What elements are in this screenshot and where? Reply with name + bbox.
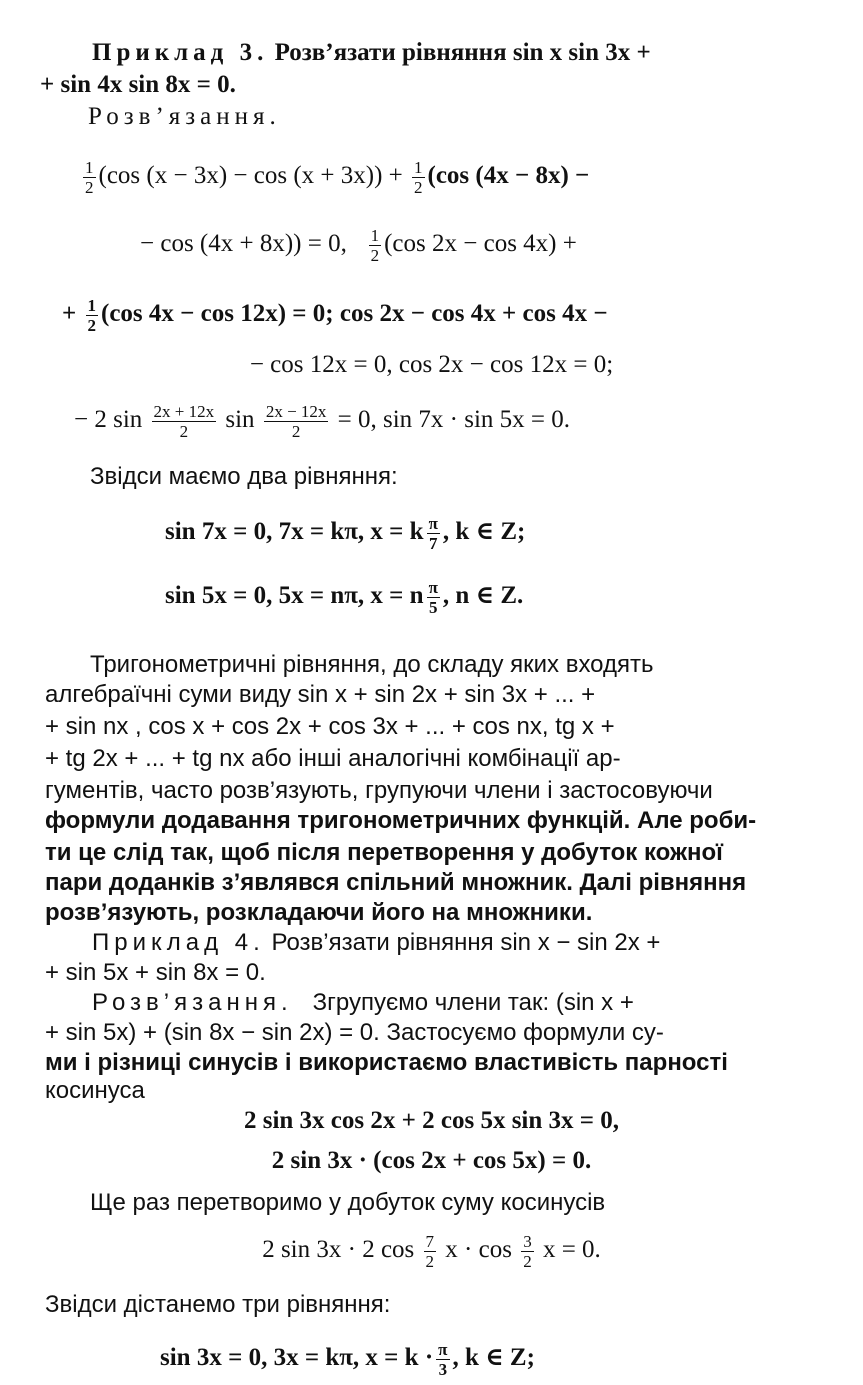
derivation-line-5: − 2 sin $\frac{2x + 12x}{2}$ sin $\frac{2x - 12x}{2}$ = 0, sin 7x · sin 5x = 0. xyxy=(74,402,571,441)
example4-solution-line1: Розв’язання. Згрупуємо члени так: (sin x + xyxy=(92,989,634,1016)
example4-equation-3: 2 sin 3x · 2 cos $\frac{7}{2}$ x · cos $\frac{3}{2}$ x = 0. xyxy=(262,1232,601,1271)
example4-solution-line4: косинуса xyxy=(45,1077,145,1104)
example4-label: Приклад 4. xyxy=(92,929,265,956)
example4-solution-label: Розв’язання. xyxy=(92,989,293,1016)
fraction-7-2: $\frac{7}{2}$ xyxy=(425,1232,435,1271)
example4-solution-line3: ми і різниці синусів і використаємо властивість парності xyxy=(45,1049,728,1076)
paragraph-line-8: пари доданків з’являвся спільний множник. Далі рівняння xyxy=(45,869,747,896)
fraction-3-2: $\frac{3}{2}$ xyxy=(523,1232,532,1271)
paragraph-line-6: формули додавання тригонометричних функцій. Але роби- xyxy=(45,807,757,834)
fraction-pi-5: $\frac{\pi}{5}$ xyxy=(428,578,438,617)
three-equations-intro: Звідси дістанемо три рівняння: xyxy=(45,1291,391,1318)
example3-task-line2: + sin 4x sin 8x = 0. xyxy=(40,71,236,98)
example3-task-line1: Розв’язати рівняння sin x sin 3x + xyxy=(274,39,651,66)
solution-sin7x: sin 7x = 0, 7x = kπ, x = k $\frac{\pi}{7}$ , k ∈ Z; xyxy=(165,514,526,553)
example3-solution-label: Розв’язання. xyxy=(88,103,281,130)
derivation-line-4: − cos 12x = 0, cos 2x − cos 12x = 0; xyxy=(249,351,614,378)
example4-task-line2: + sin 5x + sin 8x = 0. xyxy=(45,959,266,986)
paragraph-line-3: + sin nx , cos x + cos 2x + cos 3x + ... + cos nx, tg x + xyxy=(45,713,615,740)
example3-label: Приклад 3. xyxy=(92,39,269,66)
fraction-half: $\frac{1}{2}$ xyxy=(85,158,94,197)
example3-header xyxy=(92,38,651,68)
solution-sin5x: sin 5x = 0, 5x = nπ, x = n $\frac{\pi}{5}$ , n ∈ Z. xyxy=(165,578,524,617)
fraction-half: $\frac{1}{2}$ xyxy=(370,226,380,265)
fraction-sum: $\frac{2x + 12x}{2}$ xyxy=(153,402,215,441)
fraction-half: $\frac{1}{2}$ xyxy=(87,296,96,335)
paragraph-line-2: алгебраїчні суми виду sin x + sin 2x + sin 3x + ... + xyxy=(45,681,596,708)
example4-again: Ще раз перетворимо у добуток суму косинусів xyxy=(90,1189,606,1216)
example4-equation-1: 2 sin 3x cos 2x + 2 cos 5x sin 3x = 0, xyxy=(243,1107,620,1134)
derivation-line-1: $\frac{1}{2}$ (cos (x − 3x) − cos (x + 3x)) + $\frac{1}{2}$ (cos (4x − 8x) − xyxy=(85,158,590,197)
paragraph-line-4: + tg 2x + ... + tg nx або інші аналогічні комбінації ар- xyxy=(45,745,621,772)
paragraph-line-7: ти це слід так, щоб після перетворення у добуток кожної xyxy=(45,839,723,866)
example4-header xyxy=(92,928,660,958)
fraction-difference: $\frac{2x - 12x}{2}$ xyxy=(265,402,327,441)
paragraph-line-1: Тригонометричні рівняння, до складу яких входять xyxy=(90,651,654,678)
derivation-line-3: + $\frac{1}{2}$ (cos 4x − cos 12x) = 0; cos 2x − cos 4x + cos 4x − xyxy=(62,296,608,335)
fraction-pi-3: $\frac{\pi}{3}$ xyxy=(438,1340,448,1379)
example4-solution-line2: + sin 5x) + (sin 8x − sin 2x) = 0. Застосуємо формули су- xyxy=(45,1019,664,1046)
solution-sin3x: sin 3x = 0, 3x = kπ, x = k · $\frac{\pi}{3}$ , k ∈ Z; xyxy=(160,1340,535,1379)
derivation-line-2: − cos (4x + 8x)) = 0, $\frac{1}{2}$ (cos 2x − cos 4x) + xyxy=(140,226,577,265)
example4-task-line1: Розв’язати рівняння sin x − sin 2x + xyxy=(271,929,661,956)
two-equations-intro: Звідси маємо два рівняння: xyxy=(90,463,398,490)
fraction-half: $\frac{1}{2}$ xyxy=(414,158,423,197)
paragraph-line-9: розв’язують, розкладаючи його на множники. xyxy=(45,899,593,926)
paragraph-line-5: гументів, часто розв’язують, групуючи члени і застосовуючи xyxy=(45,777,713,804)
example4-equation-2: 2 sin 3x · (cos 2x + cos 5x) = 0. xyxy=(271,1147,592,1174)
fraction-pi-7: $\frac{\pi}{7}$ xyxy=(428,514,438,553)
